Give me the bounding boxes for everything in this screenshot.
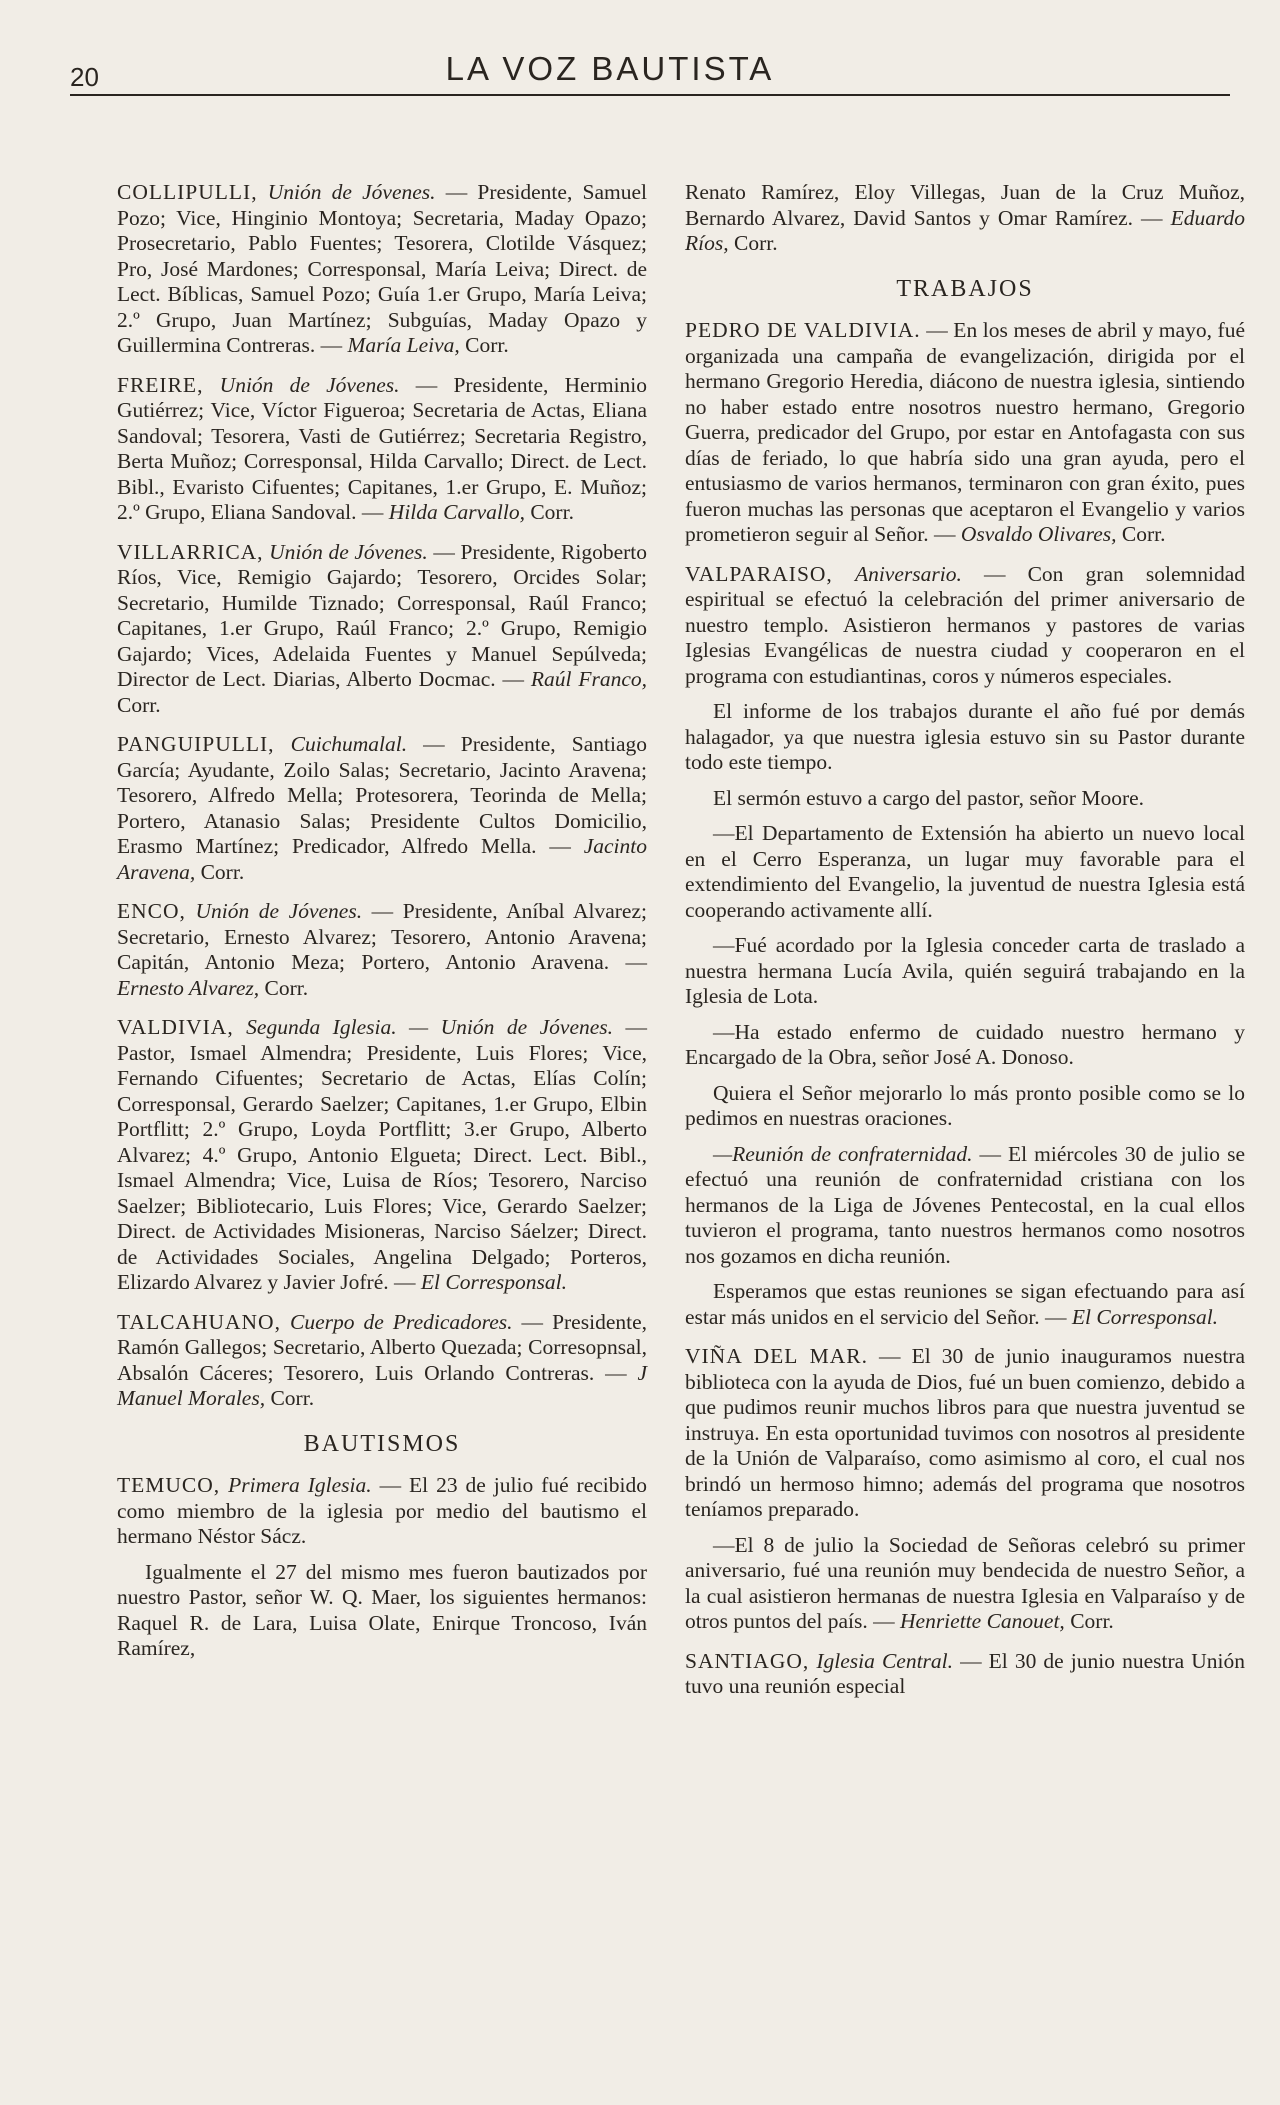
article-kind: Unión de Jóvenes. <box>195 899 363 923</box>
article-signer: Osvaldo Olivares, <box>960 522 1117 546</box>
valparaiso-paragraph: El informe de los trabajos durante el año fué por demás halagador, ya que nuestra iglesia estuvo sin su Pastor durante todo este tiempo. <box>685 699 1245 774</box>
valparaiso-paragraph: Quiera el Señor mejorarlo lo más pronto posible como se lo pedimos en nuestras oraciones. <box>685 1080 1245 1130</box>
article-body: — El 30 de junio inauguramos nuestra biblioteca con la ayuda de Dios, fué un buen comienzo, debido a que pudimos reunir muchos libros para que nuestra juventud se instruya. En esta oportunidad tuvimos con nosotros al presidente de la Unión de Valparaíso, como asimismo al coro, el cual nos brindó un hermoso himno; además del programa que nosotros teníamos preparado. <box>685 1344 1245 1521</box>
page-number: 20 <box>70 62 99 92</box>
article-signer: El Corresponsal. <box>1071 1304 1219 1329</box>
article-pedro-de-valdivia <box>685 318 1245 548</box>
article-body: — Presidente, Santiago García; Ayudante, Zoilo Salas; Secretario, Jacinto Aravena; Tesorero, Alfredo Mella; Protesorera, Teorinda de Mella; Portero, Atanasio Salas; Presidente Cultos Domicilio, Erasmo Martínez; Predicador, Alfredo Mella. — <box>117 732 647 858</box>
article-body: — Pastor, Ismael Almendra; Presidente, Luis Flores; Vice, Fernando Cifuentes; Secretario de Actas, Elías Colín; Corresponsal, Gerardo Saelzer; Capitanes, 1.er Grupo, Elbin Portflitt; 2.º Grupo, Loyda Portflitt; 3.er Grupo, Alberto Alvarez; 4.º Grupo, Antonio Elgueta; Direct. Lect. Bibl., Ismael Almendra; Vice, Luisa de Ríos; Tesorero, Narciso Saelzer; Bibliotecario, Luis Flores; Vice, Gerardo Saelzer; Direct. de Actividades Misioneras, Narciso Sáelzer; Direct. de Actividades Sociales, Angelina Delgado; Porteros, Elizardo Alvarez y Javier Jofré. — <box>117 1015 647 1294</box>
article-valparaiso <box>685 562 1245 690</box>
article-temuco-paragraph <box>117 1560 647 1662</box>
place-name: VALPARAISO, <box>685 561 833 586</box>
place-name: VALDIVIA, <box>117 1015 234 1039</box>
place-name: VIÑA DEL MAR. <box>685 1344 868 1368</box>
article-freire <box>117 373 647 526</box>
article-kind: Aniversario. <box>854 561 962 586</box>
article-kind: Unión de Jóvenes. <box>219 372 400 397</box>
place-name: TEMUCO, <box>117 1473 221 1497</box>
article-body: — El miércoles 30 de julio se efectuó una reunión de confraternidad cristiana con los hermanos de la Liga de Jóvenes Pentecostal, en la cual ellos tuvieron el programa, tanto nuestros hermanos como nosotros nos gozamos en dicha reunión. <box>685 1141 1245 1268</box>
article-kind: Segunda Iglesia. — Unión de Jóvenes. <box>246 1015 614 1039</box>
corr-label: Corr. <box>530 500 574 524</box>
place-name: COLLIPULLI, <box>117 180 258 204</box>
corr-label: Corr. <box>117 692 161 717</box>
place-name: SANTIAGO, <box>685 1648 810 1673</box>
article-body: — Presidente, Aníbal Alvarez; Secretario, Ernesto Alvarez; Tesorero, Antonio Aravena; Capitán, Antonio Meza; Portero, Antonio Aravena. — <box>117 899 647 974</box>
article-temuco <box>117 1473 647 1550</box>
article-signer: María Leiva, <box>347 333 460 357</box>
article-signer: J Manuel Morales, <box>117 1360 648 1410</box>
article-panguipulli <box>117 732 647 885</box>
article-body: Renato Ramírez, Eloy Villegas, Juan de la Cruz Muñoz, Bernardo Alvarez, David Santos y Omar Ramírez. — <box>685 180 1245 230</box>
corr-label: Corr. <box>1070 1609 1114 1633</box>
place-name: ENCO, <box>117 899 186 923</box>
article-signer: Jacinto Aravena, <box>117 834 648 884</box>
section-heading-bautismos: BAUTISMOS <box>303 1430 461 1457</box>
publication-title: LA VOZ BAUTISTA <box>445 50 775 87</box>
article-body: — Presidente, Samuel Pozo; Vice, Hinginio Montoya; Secretaria, Maday Opazo; Prosecretario, Pablo Fuentes; Tesorera, Clotilde Vásquez; Pro, José Mardones; Corresponsal, María Leiva; Direct. de Lect. Bíblicas, Samuel Pozo; Guía 1.er Grupo, María Leiva; 2.º Grupo, Juan Martínez; Subguías, Maday Opazo y Guillermina Contreras. — <box>117 180 647 357</box>
article-villarrica <box>117 540 647 719</box>
article-kind: Iglesia Central. <box>816 1648 954 1673</box>
corr-label: Corr. <box>200 859 245 884</box>
section-heading-trabajos: TRABAJOS <box>896 275 1034 302</box>
article-body: — El 30 de junio nuestra Unión tuvo una reunión especial <box>685 1648 1245 1698</box>
article-signer: Henriette Canouet, <box>900 1609 1065 1633</box>
article-kind: Cuichumalal. <box>290 732 408 756</box>
article-kind: —Reunión de confraternidad. <box>713 1141 973 1166</box>
article-kind: Unión de Jóvenes. <box>269 539 428 564</box>
article-signer: El Corresponsal. <box>420 1270 568 1294</box>
article-body: — Presidente, Ramón Gallegos; Secretario, Alberto Quezada; Corresopnsal, Absalón Cáceres; Tesorero, Luis Orlando Contreras. — <box>117 1309 648 1385</box>
place-name: VILLARRICA, <box>117 539 264 564</box>
place-name: FREIRE, <box>117 372 204 397</box>
right-column <box>685 180 1245 1710</box>
article-body: — En los meses de abril y mayo, fué organizada una campaña de evangelización, dirigida por el hermano Gregorio Heredia, diácono de nuestra iglesia, sintiendo no haber estado entre nosotros nuestro hermano, Gregorio Guerra, predicador del Grupo, por estar en Antofagasta con sus días de feriado, lo que habría sido una gran ayuda, pero el entusiasmo de varios hermanos, terminaron con gran éxito, pues fueron muchas las personas que aceptaron el Evangelio y varios prometieron seguir al Señor. — <box>685 318 1245 546</box>
header-rule <box>70 94 1230 96</box>
article-signer: Ernesto Alvarez, <box>117 975 260 1000</box>
article-body: Esperamos que estas reuniones se sigan efectuando para así estar más unidos en el servicio del Señor. — <box>685 1279 1245 1329</box>
article-vina-del-mar <box>685 1344 1245 1523</box>
article-collipulli <box>117 180 647 359</box>
article-temuco-continued <box>685 180 1245 257</box>
place-name: PEDRO DE VALDIVIA. <box>685 318 921 342</box>
valparaiso-paragraph <box>685 1142 1245 1270</box>
article-kind: Unión de Jóvenes. <box>267 180 436 204</box>
article-valdivia <box>117 1015 647 1296</box>
article-body: — Presidente, Rigoberto Ríos, Vice, Remigio Gajardo; Tesorero, Orcides Solar; Secretario, Humilde Tiznado; Corresponsal, Raúl Franco; Capitanes, 1.er Grupo, Raúl Franco; 2.º Grupo, Remigio Gajardo; Vices, Adelaida Fuentes y Manuel Sepúlveda; Director de Lect. Diarias, Alberto Docmac. — <box>117 539 647 691</box>
article-body: — Presidente, Herminio Gutiérrez; Vice, Víctor Figueroa; Secretaria de Actas, Eliana Sandoval; Tesorera, Vasti de Gutiérrez; Secretaria Registro, Berta Muñoz; Corresponsal, Hilda Carvallo; Direct. de Lect. Bibl., Evaristo Cifuentes; Capitanes, 1.er Grupo, E. Muñoz; 2.º Grupo, Eliana Sandoval. — <box>117 372 648 524</box>
article-santiago <box>685 1649 1245 1700</box>
article-body: — Con gran solemnidad espiritual se efectuó la celebración del primer aniversario de nuestro templo. Asistieron hermanos y pastores de varias Iglesias Evangélicas de nuestra ciudad y cooperaron en el programa con estudiantinas, coros y números especiales. <box>685 561 1245 688</box>
article-body: — El 23 de julio fué recibido como miembro de la iglesia por medio del bautismo el hermano Néstor Sácz. <box>117 1473 648 1548</box>
corr-label: Corr. <box>264 975 309 1000</box>
valparaiso-paragraph: El sermón estuvo a cargo del pastor, señor Moore. <box>713 785 1145 810</box>
valparaiso-paragraph: —El Departamento de Extensión ha abierto un nuevo local en el Cerro Esperanza, un lugar muy favorable para el extendimiento del Evangelio, la juventud de nuestra Iglesia está cooperando activamente allí. <box>685 821 1245 922</box>
valparaiso-paragraph: —Fué acordado por la Iglesia conceder carta de traslado a nuestra hermana Lucía Avila, quién seguirá trabajando en la Iglesia de Lota. <box>685 933 1245 1008</box>
place-name: TALCAHUANO, <box>117 1309 281 1334</box>
left-column <box>117 180 647 1672</box>
valparaiso-paragraph: —Ha estado enfermo de cuidado nuestro hermano y Encargado de la Obra, señor José A. Donoso. <box>685 1019 1245 1069</box>
article-signer: Hilda Carvallo, <box>388 500 525 524</box>
place-name: PANGUIPULLI, <box>117 732 275 756</box>
corr-label: Corr. <box>733 231 778 255</box>
article-signer: Raúl Franco, <box>530 667 647 691</box>
article-kind: Primera Iglesia. <box>228 1473 372 1497</box>
article-talcahuano <box>117 1310 647 1412</box>
article-enco <box>117 899 647 1001</box>
page-header <box>70 40 1230 100</box>
article-body: —El 8 de julio la Sociedad de Señoras celebró su primer aniversario, fué una reunión muy bendecida de nuestro Señor, a la cual asistieron hermanas de nuestra Iglesia en Valparaíso y de otros puntos del país. — <box>685 1532 1245 1633</box>
corr-label: Corr. <box>270 1386 315 1410</box>
vina-paragraph <box>685 1533 1245 1635</box>
article-kind: Cuerpo de Predicadores. <box>290 1309 513 1334</box>
corr-label: Corr. <box>1121 522 1166 546</box>
article-body: Igualmente el 27 del mismo mes fueron bautizados por nuestro Pastor, señor W. Q. Maer, los siguientes hermanos: Raquel R. de Lara, Luisa Olate, Enirque Troncoso, Iván Ramírez, <box>117 1559 647 1660</box>
corr-label: Corr. <box>465 333 509 357</box>
valparaiso-paragraph <box>685 1279 1245 1330</box>
article-signer: Eduardo Ríos, <box>685 205 1246 255</box>
